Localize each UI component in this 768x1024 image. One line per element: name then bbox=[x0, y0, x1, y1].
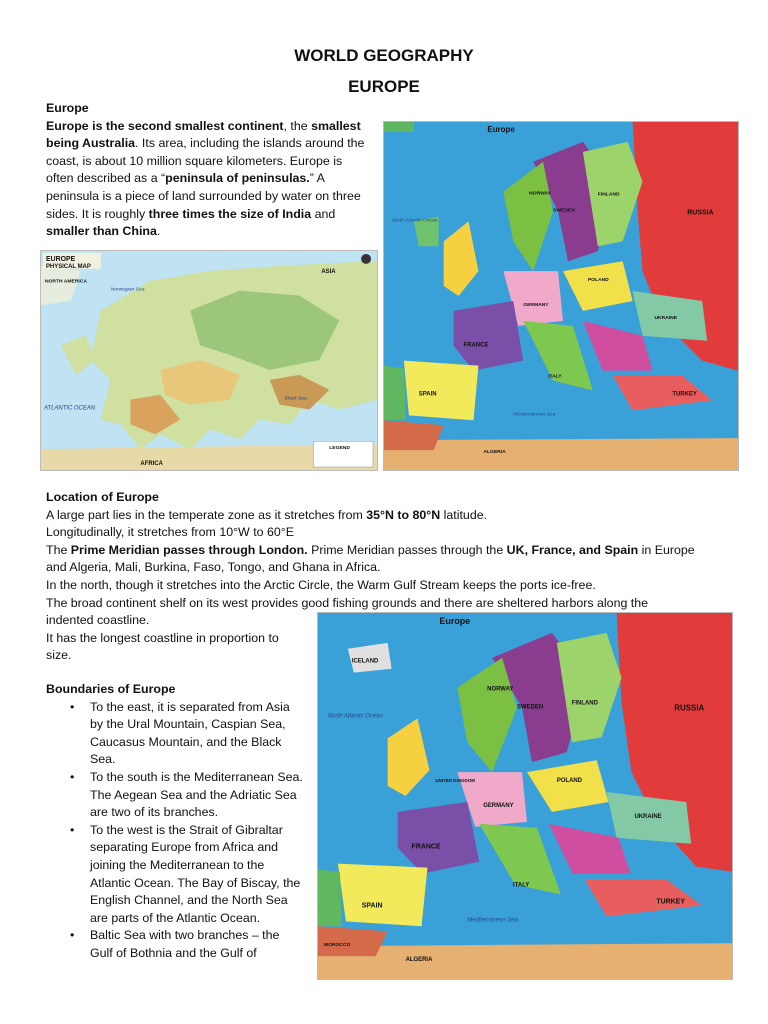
svg-text:ALGERIA: ALGERIA bbox=[483, 450, 506, 456]
intro-paragraph: Europe is the second smallest continent, the smallest being Australia. Its area, including the islands around the coast, is about 10 million square kilometers. Europe is often described as a “peninsula of peninsulas.” A peninsula is a piece of land surrounded by water on three sides. It is roughly three times the size of India and smaller than China. bbox=[46, 118, 365, 239]
svg-text:TURKEY: TURKEY bbox=[672, 391, 697, 398]
boundaries-list bbox=[64, 699, 304, 963]
svg-text:Mediterranean Sea: Mediterranean Sea bbox=[513, 412, 556, 418]
svg-text:ICELAND: ICELAND bbox=[351, 658, 379, 665]
svg-text:FINLAND: FINLAND bbox=[597, 192, 620, 198]
svg-text:ITALY: ITALY bbox=[513, 882, 530, 889]
location-section: Location of Europe A large part lies in the temperate zone as it stretches from 35°N to 80°N latitude. Longitudinally, it stretches from 10°W to 60°E The Prime Meridian passes through London. Prime Meridian passes through the UK, France, and Spain in Europe and Algeria, Mali, Burkina, Faso, Tongo, and Ghana in Africa. In the north, though it stretches into the Arctic Circle, the Warm Gulf Stream keeps the ports ice-free. The broad continent shelf on its west provides good fishing grounds and there are sheltered harbors along the indented coastline. It has the longest coastline in proportion to size. bbox=[46, 490, 695, 663]
svg-text:UNITED KINGDOM: UNITED KINGDOM bbox=[435, 778, 475, 784]
svg-text:MOROCCO: MOROCCO bbox=[323, 943, 351, 949]
svg-text:North Atlantic Ocean: North Atlantic Ocean bbox=[327, 713, 383, 720]
svg-text:ALGERIA: ALGERIA bbox=[405, 957, 433, 964]
svg-text:SWEDEN: SWEDEN bbox=[517, 704, 544, 711]
europe-political-map-bottom bbox=[317, 612, 733, 980]
list-item: • To the east, it is separated from Asia by the Ural Mountain, Caspian Sea, Caucasus Mountain, and the Black Sea. bbox=[64, 699, 304, 769]
svg-text:FRANCE: FRANCE bbox=[463, 342, 489, 349]
svg-text:POLAND: POLAND bbox=[556, 778, 582, 785]
svg-text:FRANCE: FRANCE bbox=[411, 843, 441, 851]
svg-text:RUSSIA: RUSSIA bbox=[687, 209, 714, 217]
political-map-title-2: Europe bbox=[439, 615, 471, 626]
svg-text:GERMANY: GERMANY bbox=[483, 802, 514, 809]
svg-text:NORWAY: NORWAY bbox=[487, 686, 514, 693]
svg-text:SWEDEN: SWEDEN bbox=[553, 208, 575, 214]
svg-text:SPAIN: SPAIN bbox=[361, 902, 383, 910]
europe-political-map-top bbox=[383, 121, 739, 471]
europe-physical-map bbox=[40, 250, 378, 471]
physical-map-title: EUROPE bbox=[45, 255, 76, 263]
svg-text:FINLAND: FINLAND bbox=[571, 700, 598, 707]
location-heading: Location of Europe bbox=[46, 490, 159, 504]
intro-section bbox=[46, 100, 368, 241]
svg-text:NORTH AMERICA: NORTH AMERICA bbox=[44, 279, 87, 285]
svg-text:ITALY: ITALY bbox=[548, 374, 562, 380]
svg-text:SPAIN: SPAIN bbox=[418, 391, 437, 398]
svg-text:NORWAY: NORWAY bbox=[529, 191, 551, 197]
svg-text:UKRAINE: UKRAINE bbox=[634, 813, 662, 820]
svg-text:RUSSIA: RUSSIA bbox=[674, 703, 705, 713]
list-item: • To the south is the Mediterranean Sea. The Aegean Sea and the Adriatic Sea are two of its branches. bbox=[64, 769, 304, 822]
intro-heading: Europe bbox=[46, 101, 89, 115]
political-map-title: Europe bbox=[487, 124, 515, 134]
boundaries-heading: Boundaries of Europe bbox=[46, 682, 176, 696]
physical-map-subtitle: PHYSICAL MAP bbox=[45, 263, 91, 270]
document-title: WORLD GEOGRAPHY bbox=[294, 46, 474, 65]
svg-text:ASIA: ASIA bbox=[321, 268, 336, 275]
svg-text:ATLANTIC OCEAN: ATLANTIC OCEAN bbox=[43, 405, 96, 412]
compass-icon bbox=[361, 254, 371, 264]
svg-text:AFRICA: AFRICA bbox=[140, 461, 163, 468]
svg-text:Mediterranean Sea: Mediterranean Sea bbox=[467, 917, 518, 924]
svg-text:POLAND: POLAND bbox=[587, 278, 609, 284]
document-subtitle: EUROPE bbox=[348, 77, 420, 96]
legend-title: LEGEND bbox=[329, 446, 350, 452]
boundaries-section bbox=[46, 681, 304, 963]
svg-text:UKRAINE: UKRAINE bbox=[654, 315, 678, 321]
list-item: • Baltic Sea with two branches – the Gulf of Bothnia and the Gulf of bbox=[64, 927, 304, 962]
svg-text:Black Sea: Black Sea bbox=[284, 396, 307, 402]
svg-text:Norwegian Sea: Norwegian Sea bbox=[110, 287, 145, 293]
list-item: • To the west is the Strait of Gibraltar separating Europe from Africa and joining the Mediterranean to the Atlantic Ocean. The Bay of Biscay, the English Channel, and the North Sea are parts of the Atlantic Ocean. bbox=[64, 822, 304, 928]
svg-text:GERMANY: GERMANY bbox=[523, 302, 549, 308]
svg-text:North Atlantic Ocean: North Atlantic Ocean bbox=[391, 218, 438, 224]
svg-text:TURKEY: TURKEY bbox=[656, 898, 685, 906]
